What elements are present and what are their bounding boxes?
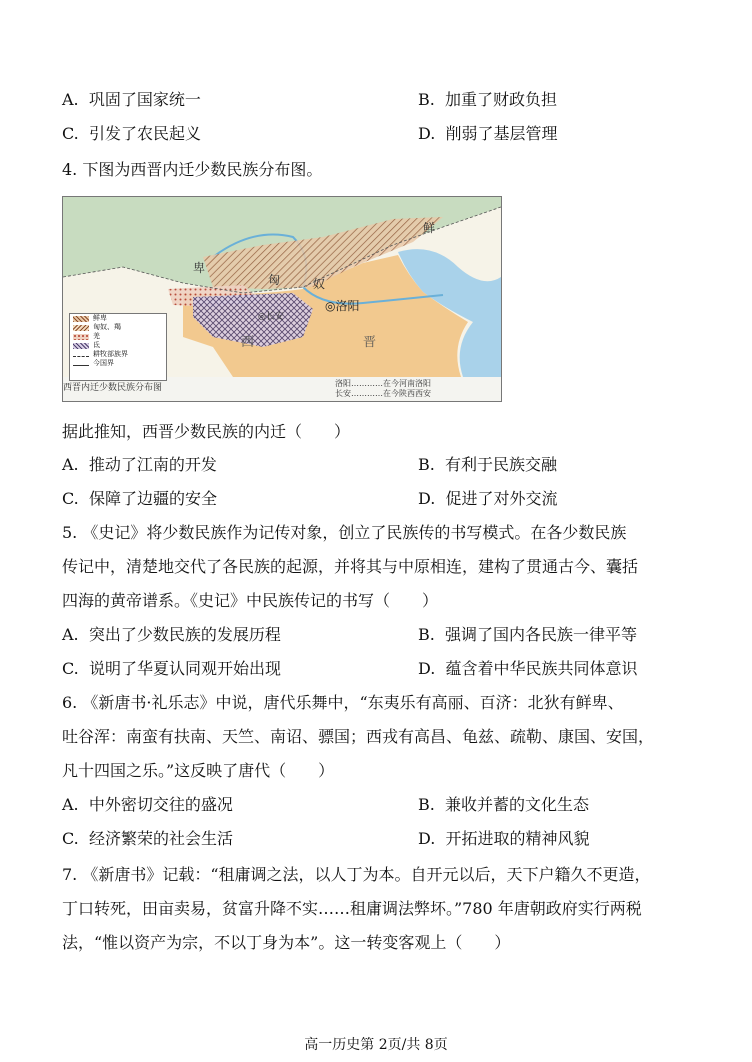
legend-tribal-boundary: 耕牧部族界 [70, 350, 166, 359]
q6-option-d: D. 开拓进取的精神风貌 [418, 829, 590, 848]
q6-line-2: 吐谷浑：南蛮有扶南、天竺、南诏、骠国；西戎有高昌、龟兹、疏勒、康国、安国， [62, 727, 655, 746]
q7-line-1: 7. 《新唐书》记载：“租庸调之法，以人丁为本。自开元以后，天下户籍久不更造， [62, 865, 651, 884]
legend-qiang: 羌 [70, 332, 166, 341]
q5-option-d: D. 蕴含着中华民族共同体意识 [418, 659, 638, 678]
q5-line-2: 传记中，清楚地交代了各民族的起源，并将其与中原相连，建构了贯通古今、囊括 [62, 557, 639, 576]
label-xianbei-bei: 卑 [193, 261, 206, 275]
legend-national-border: 今国界 [70, 359, 166, 368]
label-xi: 西 [241, 335, 255, 350]
q3-option-d: D. 削弱了基层管理 [418, 124, 558, 143]
label-jin: 晋 [363, 335, 377, 350]
legend-xianbei: 鲜卑 [70, 314, 166, 323]
q6-option-a: A. 中外密切交往的盛况 [62, 795, 233, 814]
map-figure [62, 196, 502, 402]
q5-line-1: 5. 《史记》将少数民族作为记传对象，创立了民族传的书写模式。在各少数民族 [62, 523, 627, 542]
label-luoyang: ◎洛阳 [325, 299, 360, 313]
q7-line-3: 法，“惟以资产为宗，不以丁身为本”。这一转变客观上（ ） [62, 933, 511, 952]
label-changan: ◎长安 [258, 312, 284, 322]
map-place-notes: 洛阳…………在今河南洛阳 长安…………在今陕西西安 [335, 379, 431, 398]
q5-option-a: A. 突出了少数民族的发展历程 [62, 625, 281, 644]
q4-option-a: A. 推动了江南的开发 [62, 455, 217, 474]
page-footer: 高一历史第 2页/共 8页 [304, 1037, 448, 1053]
label-xiongnu-xiong: 匈 [268, 273, 281, 287]
q4-option-b: B. 有利于民族交融 [418, 455, 558, 474]
legend-xiongnu: 匈奴、羯 [70, 323, 166, 332]
q7-line-2: 丁口转死，田亩卖易，贫富升降不实……租庸调法弊坏。”780 年唐朝政府实行两税 [62, 899, 642, 918]
q5-option-c: C. 说明了华夏认同观开始出现 [62, 659, 281, 678]
q5-option-b: B. 强调了国内各民族一律平等 [418, 625, 638, 644]
q6-option-b: B. 兼收并蓄的文化生态 [418, 795, 590, 814]
q6-line-3: 凡十四国之乐。”这反映了唐代（ ） [62, 761, 335, 780]
map-caption: 西晋内迁少数民族分布图 [63, 383, 163, 393]
q3-option-a: A. 巩固了国家统一 [62, 90, 201, 109]
q4-option-c: C. 保障了边疆的安全 [62, 489, 217, 508]
q3-option-b: B. 加重了财政负担 [418, 90, 558, 109]
q4-stem: 4. 下图为西晋内迁少数民族分布图。 [62, 160, 323, 179]
label-xianbei-xian: 鲜 [423, 221, 436, 235]
map-legend [69, 313, 167, 381]
label-xiongnu-nu: 奴 [313, 277, 326, 291]
q4-option-d: D. 促进了对外交流 [418, 489, 558, 508]
q5-line-3: 四海的黄帝谱系。《史记》中民族传记的书写（ ） [62, 591, 439, 610]
q3-option-c: C. 引发了农民起义 [62, 124, 201, 143]
q6-option-c: C. 经济繁荣的社会生活 [62, 829, 233, 848]
legend-di: 氐 [70, 341, 166, 350]
q6-line-1: 6. 《新唐书·礼乐志》中说，唐代乐舞中，“东夷乐有高丽、百济：北狄有鲜卑、 [62, 693, 624, 712]
q4-question: 据此推知，西晋少数民族的内迁（ ） [62, 422, 351, 441]
